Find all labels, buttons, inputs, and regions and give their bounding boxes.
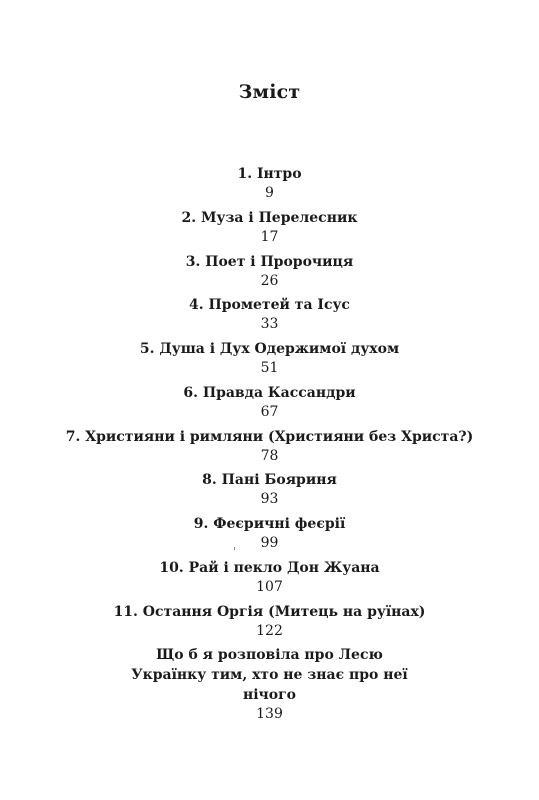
toc-entry	[0, 164, 539, 203]
toc-entry-page: 17	[260, 229, 279, 245]
toc-entry	[0, 252, 539, 291]
toc-entry-title: 4. Прометей та Ісус	[189, 297, 350, 313]
toc-entry-page: 99	[260, 535, 279, 551]
print-speck	[234, 547, 235, 550]
toc-entry	[0, 383, 539, 422]
toc-entry-page: 122	[256, 623, 283, 639]
toc-entry	[0, 645, 539, 724]
page-title: Зміст	[238, 81, 301, 103]
toc-entry-title: 9. Феєричні феєрії	[193, 516, 346, 532]
toc-entry-page: 9	[265, 185, 274, 201]
toc-entry-title: 1. Інтро	[237, 166, 302, 182]
toc-entry-title: 5. Душа і Дух Одержимої духом	[139, 341, 400, 357]
toc-entry-page: 51	[260, 360, 279, 376]
toc-entry-title: 10. Рай і пекло Дон Жуана	[159, 560, 380, 576]
toc-entry	[0, 514, 539, 553]
toc-entry-title: 11. Остання Оргія (Митець на руїнах)	[113, 604, 426, 620]
toc-entry	[0, 470, 539, 509]
toc-entry-title: Що б я розповіла про Лесю Українку тим, хто не знає про неї нічого	[131, 647, 408, 703]
toc-entry-title: 7. Християни і римляни (Християни без Христа?)	[65, 429, 474, 445]
toc-entry	[0, 427, 539, 466]
toc-entry-page: 33	[260, 316, 279, 332]
toc-entry-page: 78	[260, 448, 279, 464]
toc-entry-page: 139	[256, 706, 283, 722]
toc-entry	[0, 295, 539, 334]
toc-entry-title: 8. Пані Бояриня	[202, 472, 337, 488]
toc-entry	[0, 208, 539, 247]
toc-entry	[0, 602, 539, 641]
toc-entry-title: 6. Правда Кассандри	[183, 385, 356, 401]
toc-entry	[0, 558, 539, 597]
toc-entry-page: 93	[260, 491, 279, 507]
toc-entry-page: 107	[256, 579, 283, 595]
toc-entry	[0, 339, 539, 378]
toc-entry-page: 26	[260, 273, 279, 289]
toc-entry-title: 2. Муза і Перелесник	[181, 210, 358, 226]
toc-entry-page: 67	[260, 404, 279, 420]
toc-entry-title: 3. Поет і Пророчиця	[185, 254, 354, 270]
